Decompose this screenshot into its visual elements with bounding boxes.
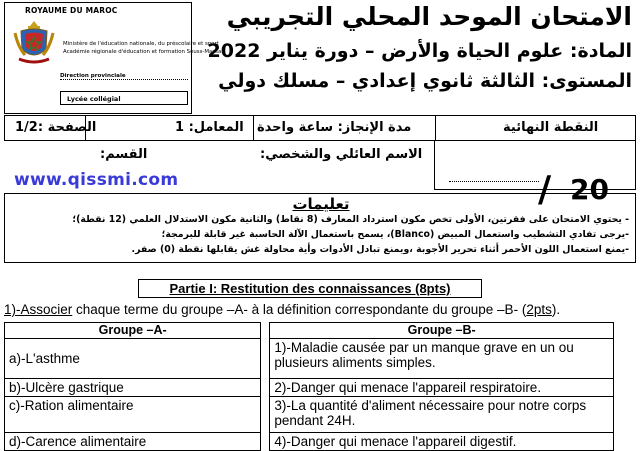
group-a-item: a)-L'asthme — [5, 339, 261, 379]
group-a-item: b)-Ulcère gastrique — [5, 379, 261, 397]
group-a-header: Groupe –A- — [5, 323, 261, 339]
part1-title-text: Partie I: Restitution des connaissances (8pts) — [169, 281, 451, 296]
matching-table — [4, 322, 614, 451]
group-b-header: Groupe –B- — [270, 323, 614, 339]
group-a-item: c)-Ration alimentaire — [5, 397, 261, 433]
page-number: الصفحة :1/2 — [15, 120, 97, 135]
instruction-line: -يرجى تفادي التشطيب واستعمال المبيض (Blanco)، يسمح باستعمال الآلة الحاسبة غير قابلة للبرمجة؛ — [161, 229, 629, 240]
watermark-link[interactable]: www.qissmi.com — [14, 170, 179, 190]
group-b-item: 3)-La quantité d'aliment nécessaire pour notre corps pendant 24H. — [270, 397, 614, 433]
academy-line: Académie régionale d'éducation et formation Souss-Massa — [63, 49, 222, 55]
exam-level: المستوى: الثالثة ثانوي إعدادي – مسلك دولي — [218, 70, 632, 92]
duration-label: مدة الإنجاز: ساعة واحدة — [257, 120, 412, 135]
coat-of-arms-icon — [13, 19, 55, 67]
final-score-label: النقطة النهائية — [503, 120, 599, 135]
institution-box — [4, 2, 222, 114]
info-row — [4, 115, 636, 141]
question-end: ). — [551, 302, 561, 317]
group-b-item: 2)-Danger qui menace l'appareil respiratoire. — [270, 379, 614, 397]
lycee-label: Lycée collégial — [60, 91, 188, 105]
instructions-box — [4, 193, 636, 263]
score-slash: / — [538, 169, 552, 210]
name-label: الاسم العائلي والشخصي: — [260, 147, 423, 162]
part1-title — [138, 279, 482, 298]
exam-title: الامتحان الموحد المحلي التجريبي — [226, 2, 632, 31]
group-a-item: d)-Carence alimentaire — [5, 433, 261, 451]
question-text: chaque terme du groupe –A- à la définition correspondante du groupe –B- ( — [72, 302, 527, 317]
question-verb: Associer — [20, 302, 73, 317]
exam-subject: المادة: علوم الحياة والأرض – دورة يناير 2022 — [207, 40, 632, 62]
section-label: القسم: — [100, 147, 148, 162]
instruction-line: -يمنع استعمال اللون الأحمر أثناء تحرير الأجوبة ،ويمنع تبادل الأدوات وأية محاولة غش يقابلها نقطة (0) صفر. — [131, 244, 629, 255]
group-b-item: 1)-Maladie causée par un manque grave en un ou plusieurs aliments simples. — [270, 339, 614, 379]
instruction-line: - يحتوي الامتحان على فقرتين، الأولى تخص مكون استرداد المعارف (8 نقاط) والثانية مكون الاستدلال العلمي (12 نقطة)؛ — [72, 214, 629, 225]
exam-header — [190, 0, 640, 112]
direction-label: Direction provinciale — [60, 73, 188, 80]
question-points: 2pts — [526, 302, 552, 317]
ministry-line: Ministère de l'éducation nationale, du préscolaire et sport — [63, 41, 219, 47]
question-1 — [4, 302, 560, 317]
question-number: 1)- — [4, 302, 21, 317]
kingdom-label: ROYAUME DU MAROC — [25, 6, 118, 15]
group-b-item: 4)-Danger qui menace l'appareil digestif. — [270, 433, 614, 451]
instructions-title: تعليمات — [292, 195, 350, 213]
coefficient-label: المعامل: 1 — [175, 120, 244, 135]
score-total: 20 — [570, 173, 609, 206]
